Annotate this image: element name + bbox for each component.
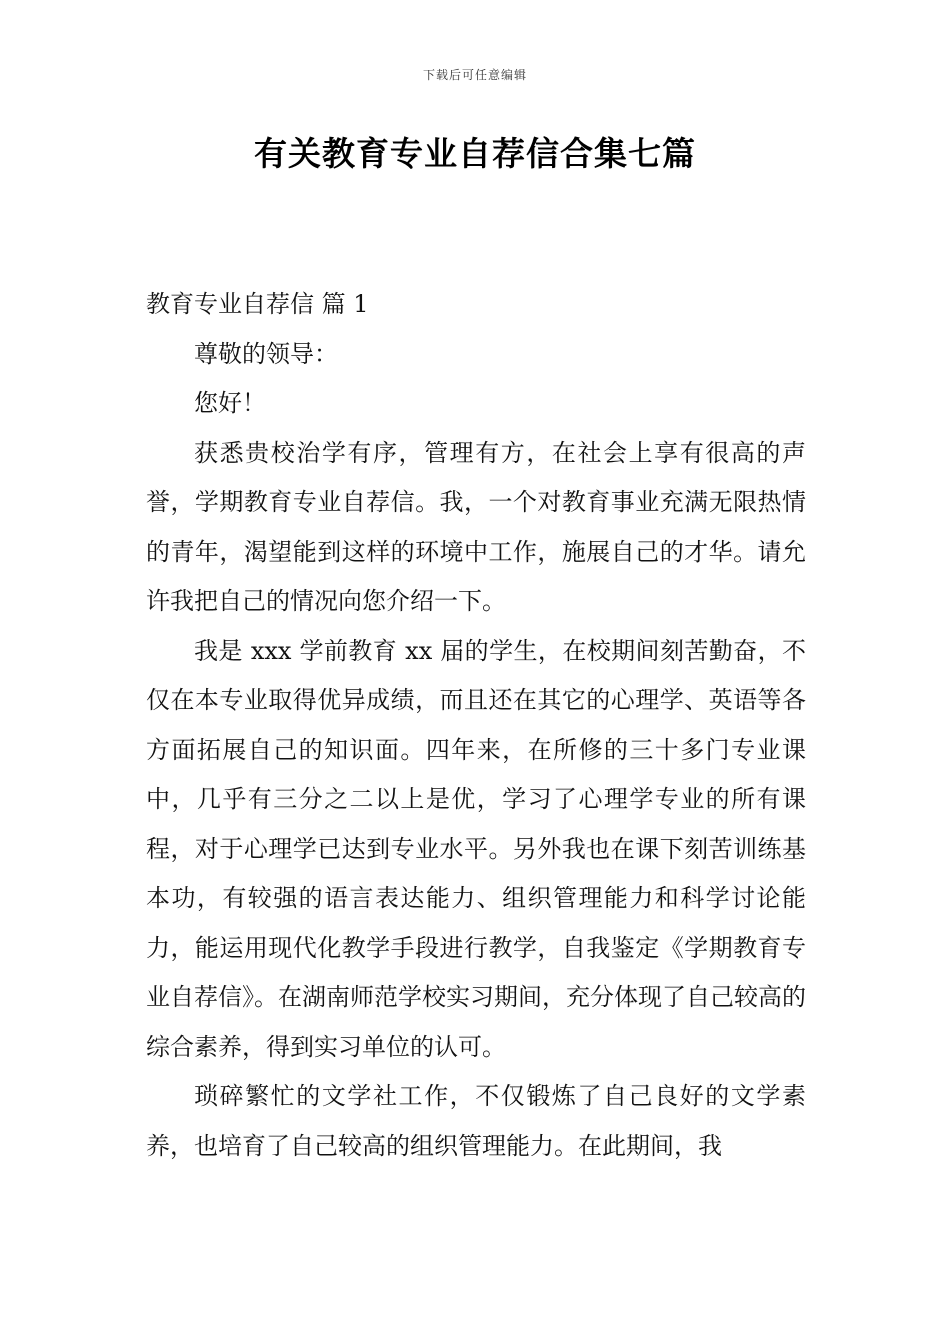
document-body (146, 280, 806, 1171)
header-note: 下载后可任意编辑 (422, 68, 527, 82)
salutation: 尊敬的领导： (194, 339, 338, 368)
paragraph-2: 我是 xxx 学前教育 xx 届的学生，在校期间刻苦勤奋，不仅在本专业取得优异成绩，而且还在其它的心理学、英语等各方面拓展自己的知识面。四年来，在所修的三十多门专业课中，几乎有三分之二以上是优，学习了心理学专业的所有课程，对于心理学已达到专业水平。另外我也在课下刻苦训练基本功，有较强的语言表达能力、组织管理能力和科学讨论能力，能运用现代化教学手段进行教学，自我鉴定《学期教育专业自荐信》。在湖南师范学校实习期间，充分体现了自己较高的综合素养，得到实习单位的认可。 (146, 636, 806, 1061)
greeting: 您好！ (194, 389, 266, 417)
document-title: 有关教育专业自荐信合集七篇 (254, 134, 696, 173)
paragraph-1: 获悉贵校治学有序，管理有方，在社会上享有很高的声誉，学期教育专业自荐信。我，一个对教育事业充满无限热情的青年，渴望能到这样的环境中工作，施展自己的才华。请允许我把自己的情况向您介绍一下。 (146, 438, 806, 615)
section-heading: 教育专业自荐信 篇 1 (146, 290, 369, 318)
paragraph-3: 琐碎繁忙的文学社工作，不仅锻炼了自己良好的文学素养，也培育了自己较高的组织管理能力。在此期间，我 (146, 1082, 806, 1160)
